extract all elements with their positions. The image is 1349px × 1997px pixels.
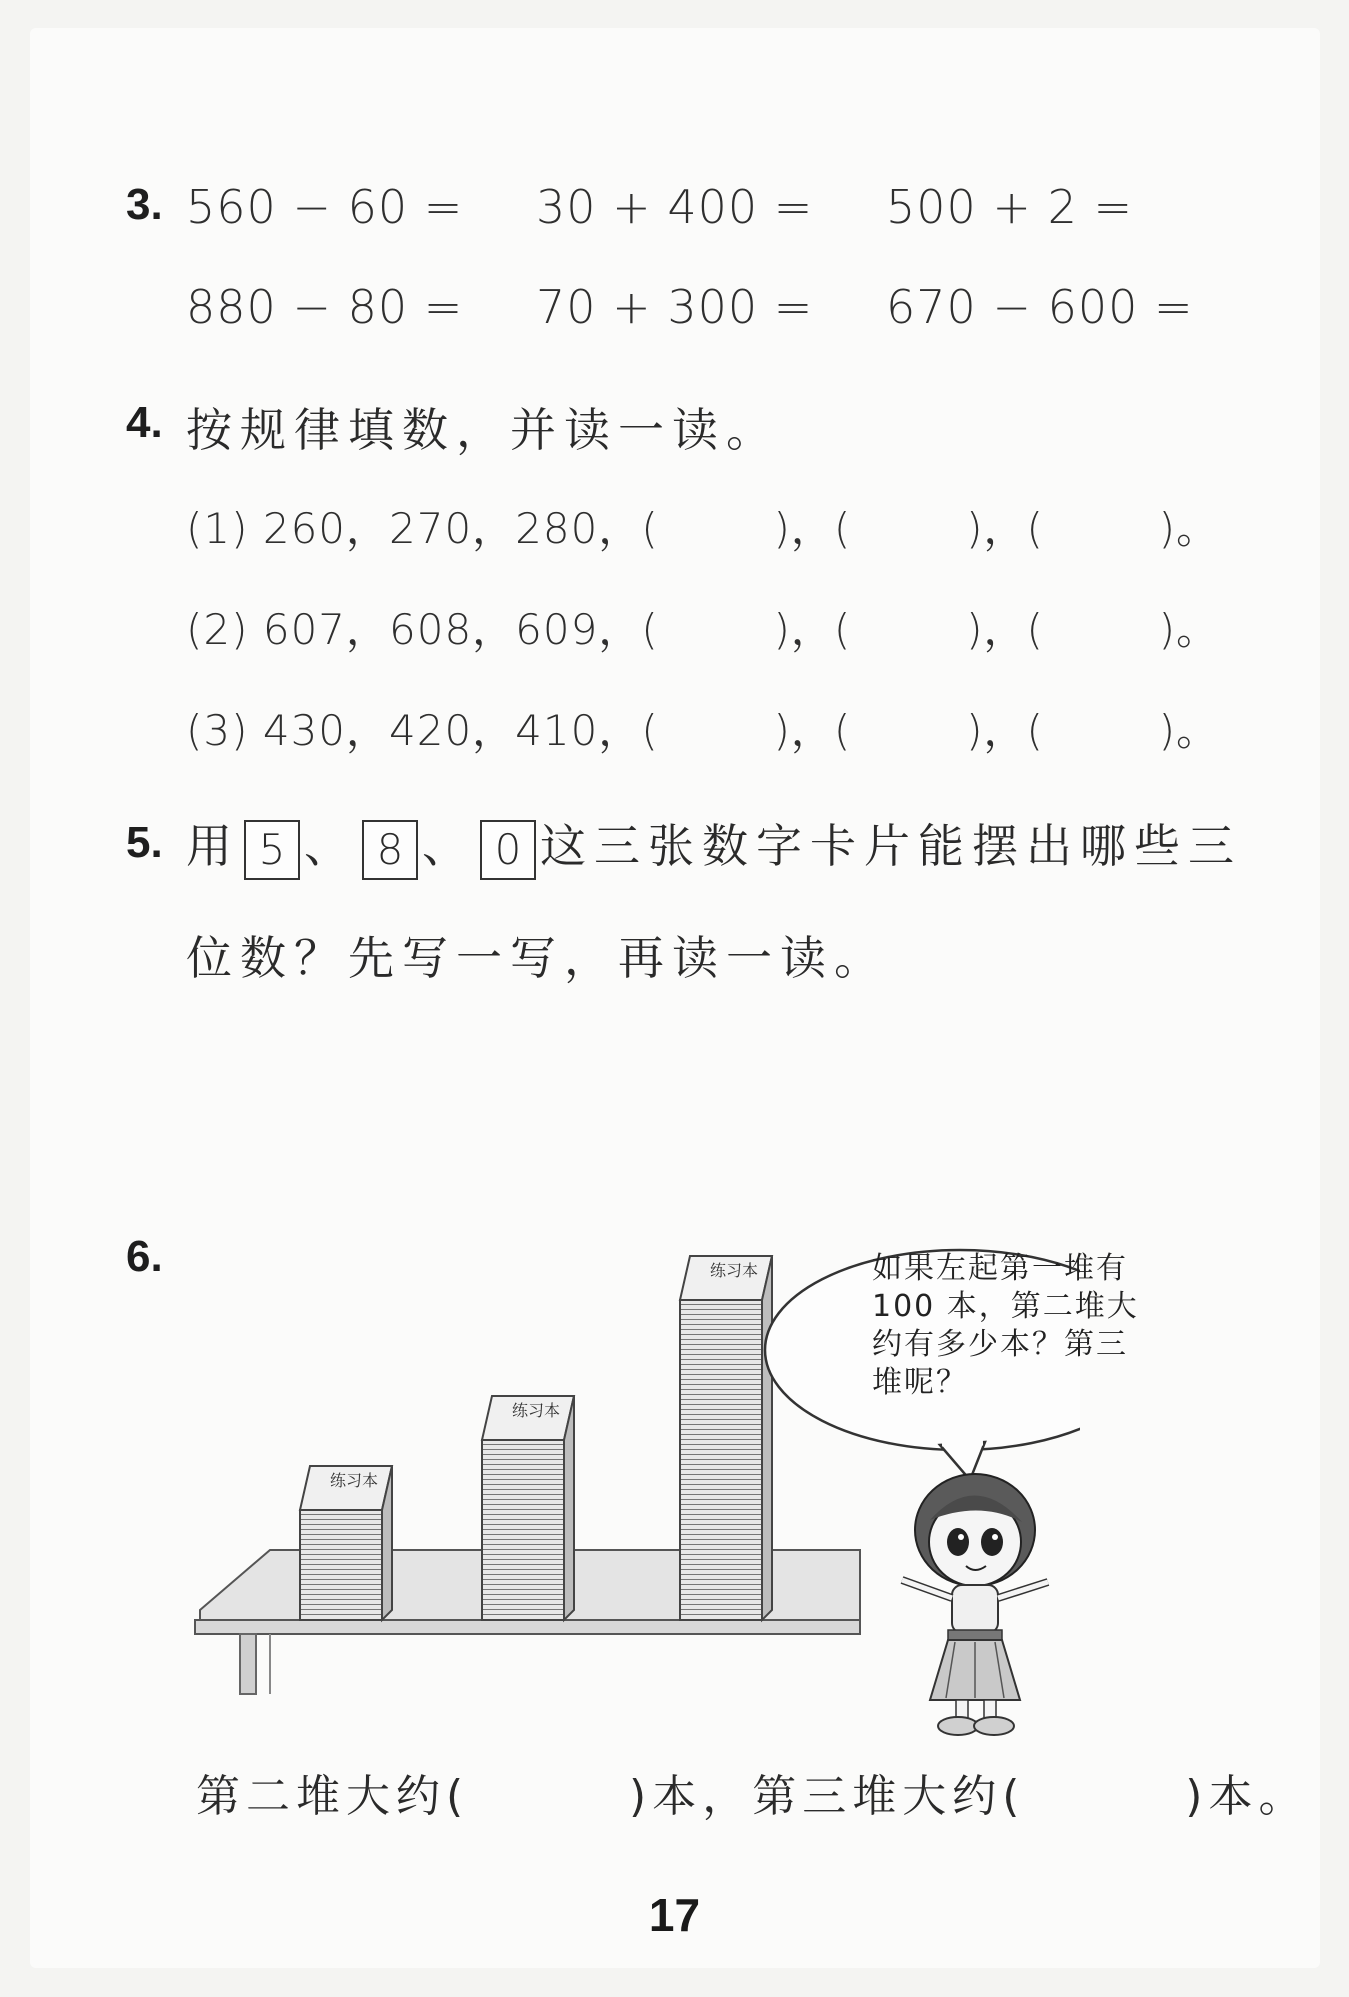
q5-sep-2: 、: [422, 819, 476, 873]
book-label-1: 练习本: [330, 1471, 379, 1490]
q4-item-1: (1) 260，270，280，( )，( )，( )。: [186, 504, 1220, 553]
digit-card-0: 0: [480, 820, 536, 880]
speech-line-3: 约有多少本？第三: [872, 1327, 1128, 1362]
q4-item-3: (3) 430，420，410，( )，( )，( )。: [186, 706, 1220, 755]
book-pile-1: [300, 1466, 392, 1620]
digit-card-5: 5: [244, 820, 300, 880]
speech-line-1: 如果左起第一堆有: [872, 1251, 1128, 1286]
q3-eq-2: 30 + 400 =: [536, 180, 814, 234]
question-5-number: 5.: [126, 818, 163, 867]
book-pile-2: [482, 1396, 574, 1620]
q4-item-2: (2) 607，608，609，( )，( )，( )。: [186, 605, 1220, 654]
page-number: 17: [648, 1889, 701, 1941]
q3-eq-1: 560 − 60 =: [186, 180, 464, 234]
girl-character: [902, 1474, 1048, 1735]
q5-prefix: 用: [186, 819, 240, 873]
q3-eq-4: 880 − 80 =: [186, 280, 464, 334]
q3-eq-6: 670 − 600 =: [886, 280, 1194, 334]
question-4-number: 4.: [126, 398, 163, 447]
digit-card-8: 8: [362, 820, 418, 880]
q3-eq-3: 500 + 2 =: [886, 180, 1134, 234]
question-3-number: 3.: [126, 180, 163, 229]
book-label-3: 练习本: [710, 1261, 759, 1280]
q6-answer-line: 第二堆大约( )本，第三堆大约( )本。: [196, 1771, 1309, 1822]
speech-line-2: 100 本，第二堆大: [872, 1289, 1139, 1324]
q3-eq-5: 70 + 300 =: [536, 280, 814, 334]
q5-sep-1: 、: [304, 819, 358, 873]
speech-text: [872, 1250, 1139, 1402]
book-pile-3: [680, 1256, 772, 1620]
book-label-2: 练习本: [512, 1401, 561, 1420]
q5-line-2: 位数？先写一写，再读一读。: [186, 931, 888, 985]
q5-suffix: 这三张数字卡片能摆出哪些三: [540, 819, 1242, 873]
q4-title: 按规律填数，并读一读。: [186, 403, 780, 457]
question-6-number: 6.: [126, 1232, 163, 1281]
q5-line-1: [186, 810, 1242, 880]
speech-line-4: 堆呢？: [872, 1365, 968, 1400]
